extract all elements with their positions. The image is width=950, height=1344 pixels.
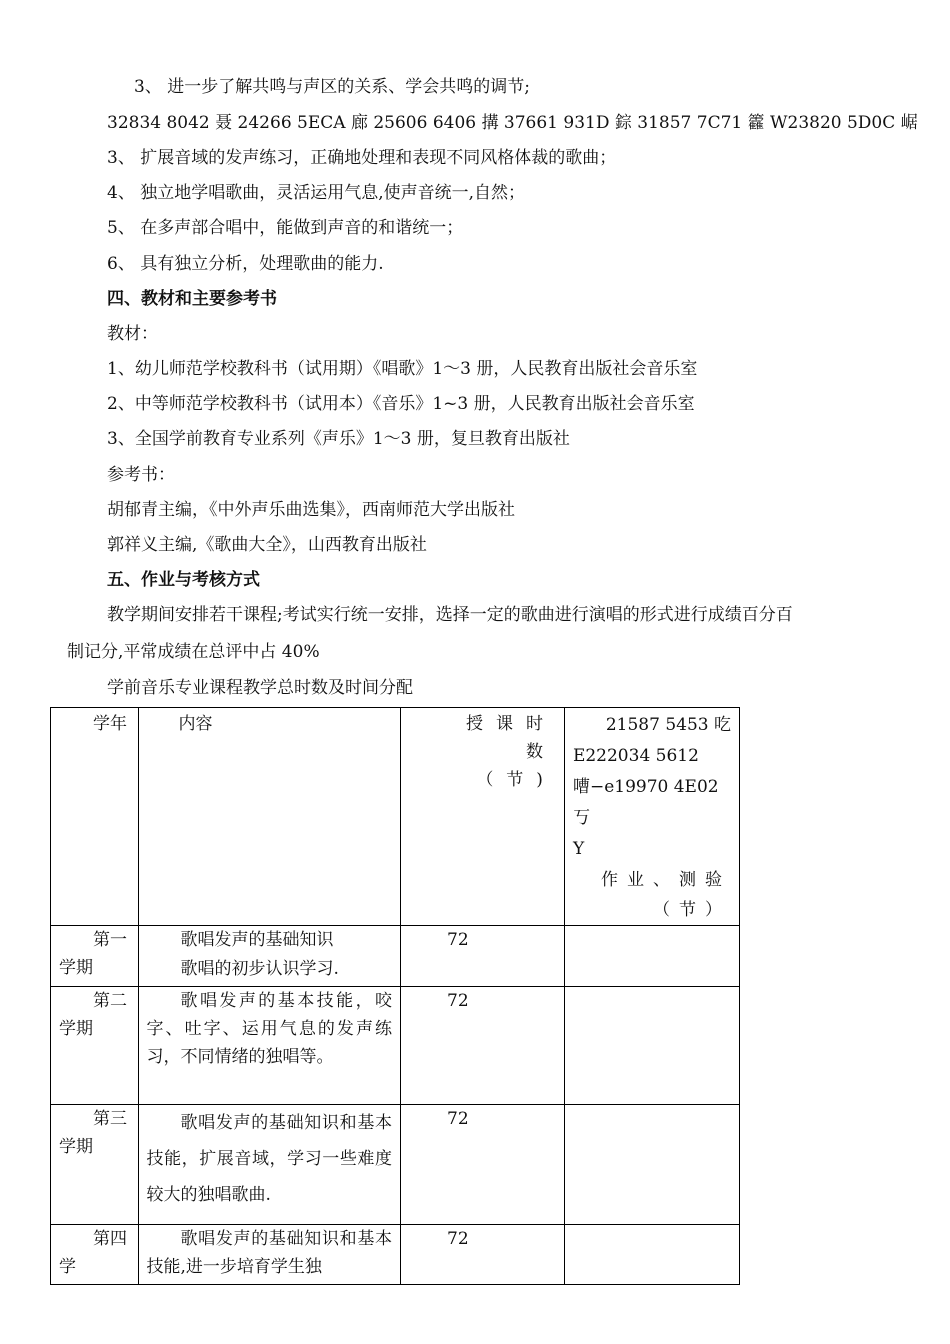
header-content: 内容	[138, 708, 401, 926]
table-caption: 学前音乐专业课程教学总时数及时间分配	[107, 678, 413, 698]
table-row	[51, 987, 740, 1105]
homework-cell	[564, 1105, 739, 1225]
table-row	[51, 926, 740, 987]
header-misc-1: 21587 5453 吃	[605, 715, 731, 735]
textbook-item-3: 3、全国学前教育专业系列《声乐》1～3 册，复旦教育出版社	[107, 429, 570, 449]
content-line-2: 歌唱的初步认识学习.	[180, 959, 339, 979]
textbook-item-1: 1、幼儿师范学校教科书（试用期）《唱歌》1～3 册，人民教育出版社会音乐室	[107, 359, 698, 379]
section-heading-textbooks: 四、教材和主要参考书	[107, 289, 277, 309]
goal-item-3b: 3、 扩展音域的发声练习，正确地处理和表现不同风格体裁的歌曲；	[107, 148, 617, 168]
assessment-paragraph-line-1: 教学期间安排若干课程;考试实行统一安排，选择一定的歌曲进行演唱的形式进行成绩百分百	[107, 605, 793, 625]
hours-cell: 72	[401, 1225, 565, 1285]
textbook-label: 教材：	[107, 324, 158, 344]
term-cell: 第二学期	[51, 987, 139, 1105]
header-homework	[564, 708, 739, 926]
header-homework-text: 作业、测验（节）	[601, 870, 731, 920]
goal-item-5: 5、 在多声部合唱中，能做到声音的和谐统一；	[107, 218, 464, 238]
table-row	[51, 1225, 740, 1285]
schedule-table	[50, 707, 740, 1285]
header-year: 学年	[51, 708, 139, 926]
hours-cell: 72	[401, 926, 565, 987]
textbook-item-2: 2、中等师范学校教科书（试用本）《音乐》1~3 册，人民教育出版社会音乐室	[107, 394, 695, 414]
table-row	[51, 1105, 740, 1225]
goal-item-4: 4、 独立地学唱歌曲，灵活运用气息,使声音统一,自然；	[107, 183, 526, 203]
garbled-code-line: 32834 8042 聂 24266 5ECA 廊 25606 6406 搆 37661 931D 錝 31857 7C71 籱 W23820 5D0C 崌	[107, 113, 918, 133]
homework-cell	[564, 987, 739, 1105]
content-line-1: 歌唱发声的基础知识	[180, 930, 334, 950]
table-header-row	[51, 708, 740, 926]
content-cell	[138, 926, 401, 987]
goal-item-6: 6、 具有独立分析，处理歌曲的能力.	[107, 254, 384, 274]
content-cell: 歌唱发声的基本技能，咬字、吐字、运用气息的发声练习，不同情绪的独唱等。	[138, 987, 401, 1105]
goal-item-3a: 3、 进一步了解共鸣与声区的关系、学会共鸣的调节;	[134, 77, 530, 97]
header-hours-text: 授课时数（节)	[465, 714, 556, 790]
term-cell: 第三学期	[51, 1105, 139, 1225]
header-misc-3: 嘈−e19970 4E02 丂	[572, 777, 719, 828]
hours-cell: 72	[401, 987, 565, 1105]
term-cell: 第一学期	[51, 926, 139, 987]
header-misc-4: Y	[572, 839, 585, 859]
assessment-paragraph-line-2: 制记分,平常成绩在总评中占 40%	[67, 642, 320, 662]
hours-cell: 72	[401, 1105, 565, 1225]
header-misc-2: E222034 5612	[572, 746, 699, 766]
header-hours	[401, 708, 565, 926]
term-cell: 第四学	[51, 1225, 139, 1285]
reference-item-1: 胡郁青主编，《中外声乐曲选集》，西南师范大学出版社	[107, 500, 515, 520]
reference-label: 参考书：	[107, 465, 175, 485]
homework-cell	[564, 926, 739, 987]
homework-cell	[564, 1225, 739, 1285]
section-heading-assessment: 五、作业与考核方式	[107, 570, 260, 590]
reference-item-2: 郭祥义主编,《歌曲大全》，山西教育出版社	[107, 535, 427, 555]
content-cell: 歌唱发声的基础知识和基本技能,进一步培育学生独	[138, 1225, 401, 1285]
content-cell: 歌唱发声的基础知识和基本技能，扩展音域，学习一些难度较大的独唱歌曲.	[138, 1105, 401, 1225]
header-misc-2-row	[573, 741, 731, 772]
